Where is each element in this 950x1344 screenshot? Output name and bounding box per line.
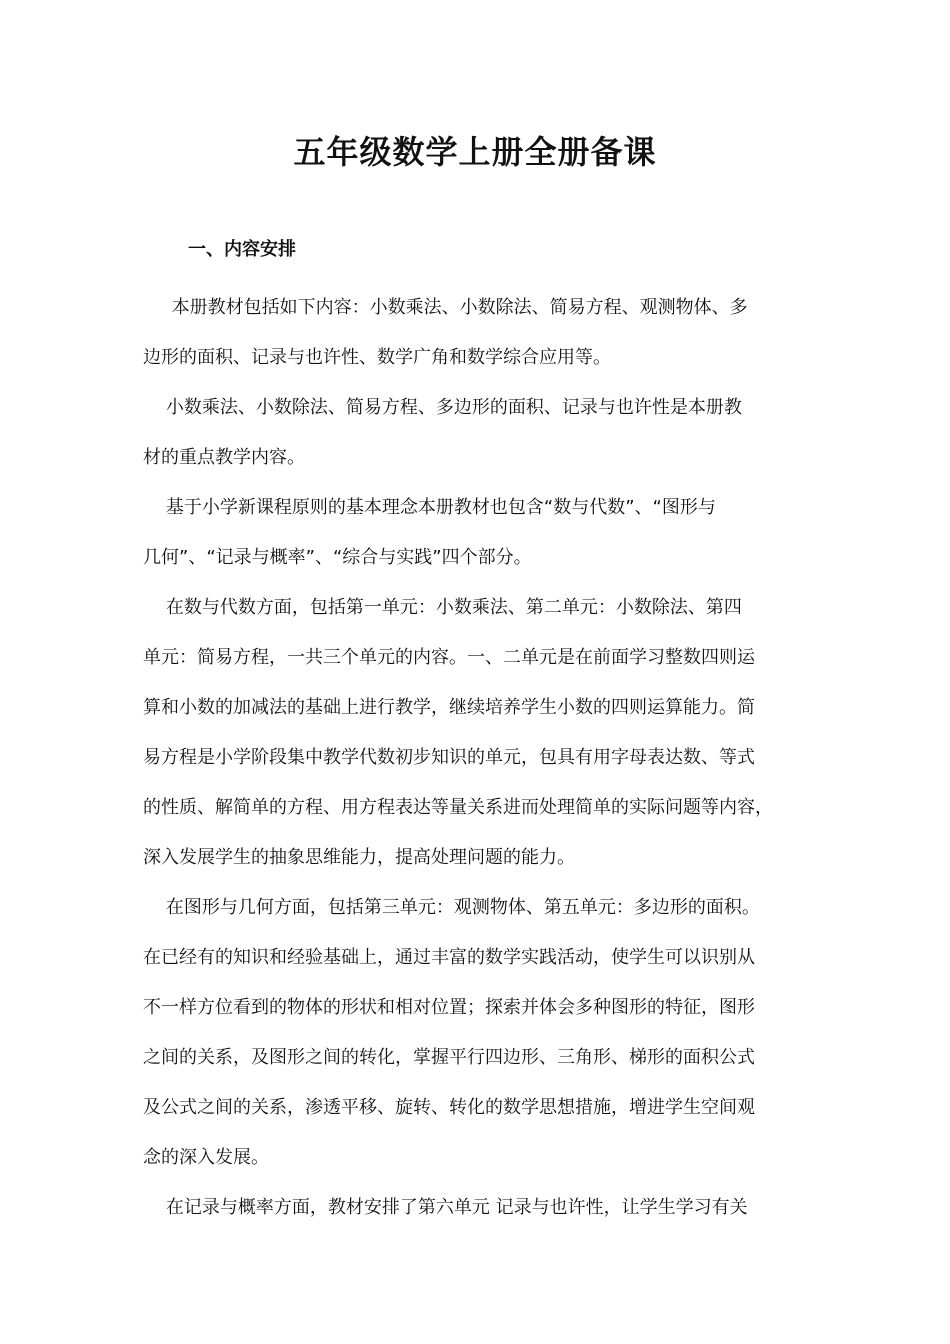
text-line: 边形的面积、记录与也许性、数学广角和数学综合应用等。	[143, 347, 611, 368]
text-line: 在已经有的知识和经验基础上，通过丰富的数学实践活动，使学生可以识别从	[143, 947, 755, 968]
text-line: 材的重点教学内容。	[143, 447, 305, 468]
text-line: 基于小学新课程原则的基本理念本册教材也包含“数与代数”、“图形与	[143, 497, 716, 518]
text-line: 在数与代数方面，包括第一单元：小数乘法、第二单元：小数除法、第四	[143, 597, 742, 618]
text-line: 算和小数的加减法的基础上进行教学，继续培养学生小数的四则运算能力。简	[143, 697, 755, 718]
text-line: 在图形与几何方面，包括第三单元：观测物体、第五单元：多边形的面积。	[143, 897, 760, 918]
text-line: 易方程是小学阶段集中教学代数初步知识的单元，包具有用字母表达数、等式	[143, 747, 755, 768]
text-line: 本册教材包括如下内容：小数乘法、小数除法、简易方程、观测物体、多	[143, 297, 748, 318]
text-line: 的性质、解简单的方程、用方程表达等量关系进而处理简单的实际问题等内容，	[143, 797, 773, 818]
text-line: 深入发展学生的抽象思维能力，提高处理问题的能力。	[143, 847, 575, 868]
text-line: 小数乘法、小数除法、简易方程、多边形的面积、记录与也许性是本册教	[143, 397, 742, 418]
body-text	[143, 283, 819, 1233]
text-line: 之间的关系，及图形之间的转化，掌握平行四边形、三角形、梯形的面积公式	[143, 1047, 755, 1068]
text-line: 在记录与概率方面，教材安排了第六单元 记录与也许性，让学生学习有关	[143, 1197, 748, 1218]
document-title: 五年级数学上册全册备课	[293, 133, 657, 171]
text-line: 念的深入发展。	[143, 1147, 269, 1168]
text-line: 几何”、“记录与概率”、“综合与实践”四个部分。	[143, 547, 532, 568]
text-line: 单元：简易方程，一共三个单元的内容。一、二单元是在前面学习整数四则运	[143, 647, 755, 668]
text-line: 及公式之间的关系，渗透平移、旋转、转化的数学思想措施，增进学生空间观	[143, 1097, 755, 1118]
section-heading: 一、内容安排	[188, 239, 296, 260]
text-line: 不一样方位看到的物体的形状和相对位置；探索并体会多种图形的特征，图形	[143, 997, 755, 1018]
